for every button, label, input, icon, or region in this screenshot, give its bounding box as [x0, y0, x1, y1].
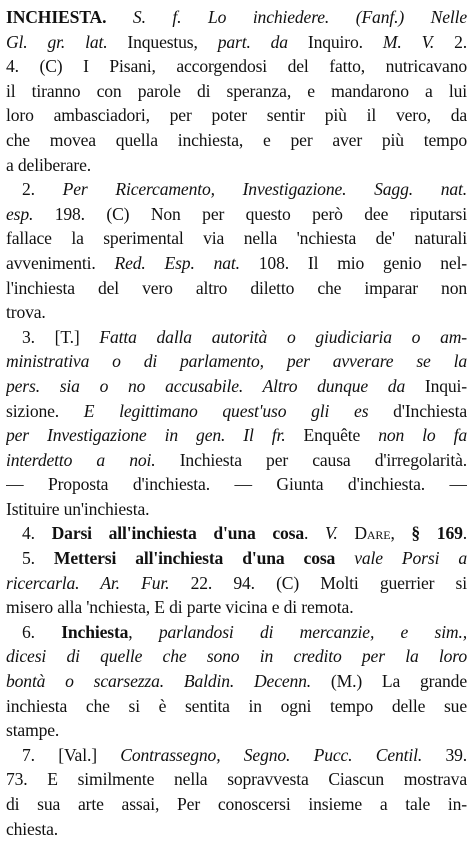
text-run: l'inchiesta del vero altro diletto che imparar non: [6, 277, 467, 298]
text-run: 2.: [22, 179, 63, 200]
text-run: Darsi all'inchiesta d'una cosa: [51, 523, 305, 544]
text-run: 5.: [22, 548, 54, 569]
text-run: .: [462, 523, 467, 544]
text-run: Enquête: [285, 425, 379, 446]
entry-line: [6, 448, 467, 473]
entry-line: [6, 54, 467, 79]
text-run: 108. Il mio genio nel-: [239, 252, 467, 273]
text-run: 4. (C) I Pisani, accorgendosi del fatto, nutricavano: [6, 56, 467, 77]
text-run: 2.: [434, 31, 467, 52]
text-run: ,: [390, 523, 412, 544]
text-run: — Proposta d'inchiesta. — Giunta d'inchiesta. —: [6, 474, 467, 495]
text-run: fallace la sperimental via nella 'nchiesta de' naturali: [6, 228, 467, 249]
text-run: a deliberare.: [6, 154, 91, 175]
entry-line: [6, 251, 467, 276]
text-run: Per Ricercamento, Investigazione. Sagg. nat.: [62, 179, 467, 200]
text-run: inchiesta che si è sentita in ogni tempo delle sue: [6, 695, 467, 716]
entry-line: [6, 595, 467, 620]
entry-line: [6, 325, 467, 350]
text-run: E legittimano quest'uso gli es: [83, 400, 369, 421]
text-run: .: [304, 523, 309, 544]
text-run: 22. 94. (C) Molti guerrier si: [169, 572, 467, 593]
text-run: part. da: [217, 31, 288, 52]
text-run: il tiranno con parole di speranza, e mandarono a lui: [6, 80, 467, 101]
text-run: vale Porsi a: [335, 548, 467, 569]
text-run: trova.: [6, 302, 46, 323]
text-run: 6.: [22, 621, 62, 642]
entry-line: [6, 497, 467, 522]
text-run: non lo fa: [378, 425, 467, 446]
entry-line: [6, 103, 467, 128]
text-run: di sua arte assai, Per conoscersi insieme a tale in-: [6, 794, 467, 814]
text-run: esp.: [6, 203, 34, 224]
text-run: chiesta.: [6, 818, 59, 839]
entry-line: [6, 521, 467, 546]
text-run: Dare: [337, 523, 391, 544]
text-run: Inquestus,: [107, 31, 218, 52]
text-run: Fatta dalla autorità o giudiciaria o am-: [99, 326, 467, 347]
text-run: § 169: [411, 523, 463, 544]
text-run: 198. (C) Non per questo però dee riputarsi: [33, 203, 467, 224]
entry-line: [6, 177, 467, 202]
text-run: Red. Esp. nat.: [114, 252, 240, 273]
entry-line: [6, 276, 467, 301]
text-run: bontà o scarsezza. Baldin. Decenn.: [6, 671, 312, 692]
entry-line: [6, 669, 467, 694]
entry-line: [6, 226, 467, 251]
text-run: stampe.: [6, 720, 60, 741]
entry-line: [6, 374, 467, 399]
entry-line: [6, 300, 467, 325]
text-run: loro ambasciadori, per poter sentir più il vero, da: [6, 105, 467, 126]
entry-line: [6, 571, 467, 596]
text-run: V.: [308, 523, 338, 544]
entry-line: [6, 694, 467, 719]
entry-line: [6, 546, 467, 571]
text-run: d'Inchiesta: [368, 400, 467, 421]
text-run: dicesi di quelle che sono in credito per la loro: [6, 646, 467, 667]
text-run: che movea quella inchiesta, e per aver più tempo: [6, 129, 467, 150]
text-run: sizione.: [6, 400, 84, 421]
entry-line: [6, 718, 467, 743]
entry-line: [6, 349, 467, 374]
text-run: misero alla 'nchiesta, E di parte vicina e di remota.: [6, 597, 354, 618]
text-run: per Investigazione in gen. Il fr.: [6, 425, 286, 446]
entry-line: [6, 79, 467, 104]
entry-line: [6, 620, 467, 645]
entry-line: [6, 153, 467, 178]
text-run: Contrassegno, Segno. Pucc. Centil.: [120, 744, 423, 765]
text-run: avvenimenti.: [6, 252, 115, 273]
text-run: Inchiesta per causa d'irregolarità.: [155, 449, 467, 470]
text-run: ministrativa o di parlamento, per avverare se la: [6, 351, 467, 372]
text-run: 3. [T.]: [22, 326, 100, 347]
text-run: Inchiesta: [61, 621, 129, 642]
entry-line: [6, 817, 467, 841]
text-run: interdetto a noi.: [6, 449, 156, 470]
text-run: Gl. gr. lat.: [6, 31, 108, 52]
text-run: Istituire un'inchiesta.: [6, 498, 150, 519]
text-run: 73. E similmente nella sopravvesta Ciascun mostrava: [6, 769, 467, 790]
text-run: 4.: [22, 523, 52, 544]
entry-line: [6, 5, 467, 30]
text-run: INCHIESTA.: [6, 7, 107, 27]
text-run: Inqui-: [405, 375, 467, 396]
text-run: ,: [128, 621, 159, 642]
entry-line: [6, 128, 467, 153]
text-run: parlandosi di mercanzie, e sim.,: [158, 621, 467, 642]
text-run: ricercarla. Ar. Fur.: [6, 572, 170, 593]
entry-line: [6, 767, 467, 792]
text-run: 39.: [422, 744, 467, 765]
entry-line: [6, 792, 467, 817]
text-run: Inquiro.: [287, 31, 383, 52]
text-run: M. V.: [382, 31, 435, 52]
text-run: pers. sia o no accusabile. Altro dunque da: [6, 375, 406, 396]
entry-line: [6, 399, 467, 424]
entry-line: [6, 743, 467, 768]
text-run: S. f. Lo inchiedere. (Fanf.) Nelle: [106, 7, 467, 27]
entry-line: [6, 472, 467, 497]
text-run: (M.) La grande: [311, 671, 467, 692]
entry-line: [6, 423, 467, 448]
text-run: Mettersi all'inchiesta d'una cosa: [53, 548, 336, 569]
entry-line: [6, 202, 467, 227]
text-run: 7. [Val.]: [22, 744, 121, 765]
entry-line: [6, 644, 467, 669]
entry-line: [6, 30, 467, 55]
